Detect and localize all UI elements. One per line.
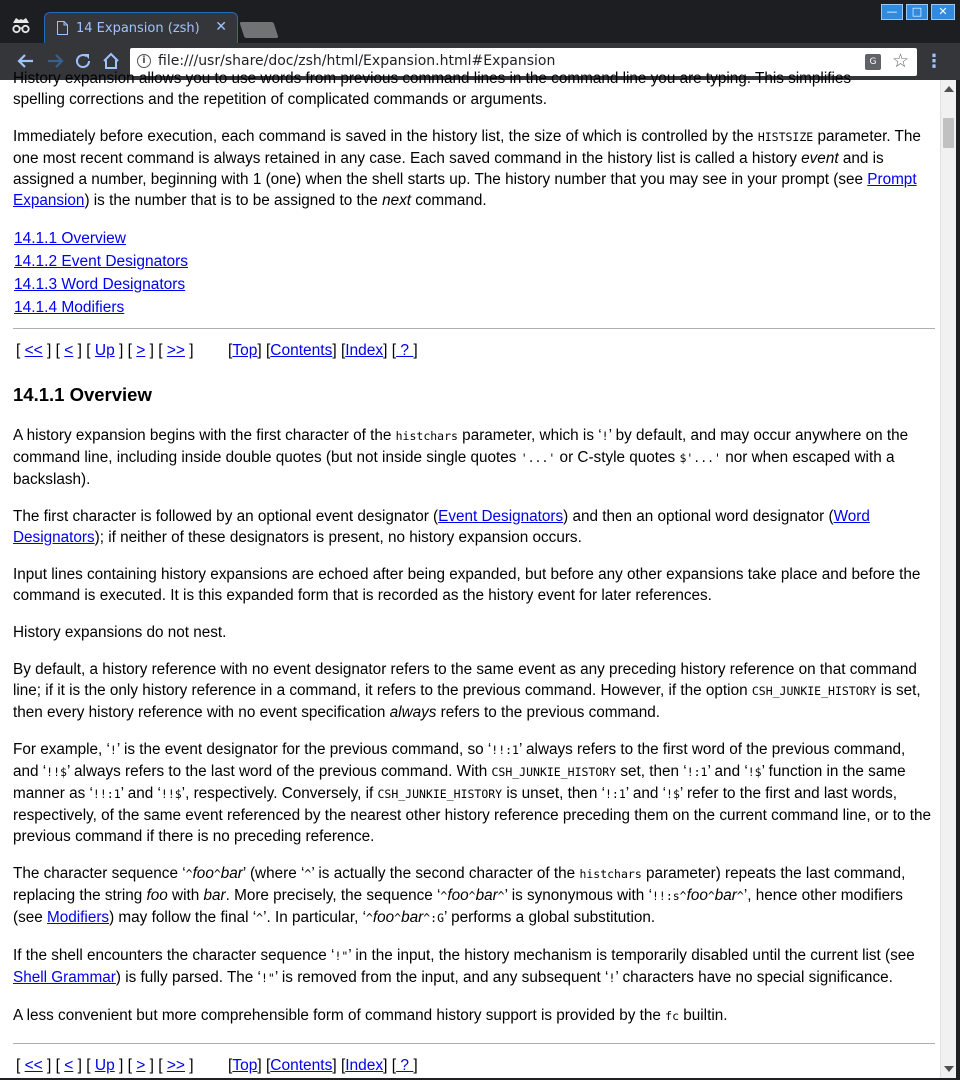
paragraph-overview-3: Input lines containing history expansions are echoed after being expanded, but before any other expansions take place and before the command is executed. It is this expanded form that is recorded as the history event for later references. xyxy=(13,566,921,604)
menu-link-overview[interactable]: 14.1.1 Overview xyxy=(14,230,126,247)
menu-link-modifiers[interactable]: 14.1.4 Modifiers xyxy=(14,299,125,316)
nav-up-bottom[interactable]: Up xyxy=(94,1057,115,1074)
divider-bottom xyxy=(13,1043,935,1044)
divider xyxy=(13,328,935,329)
nav-prev-bottom[interactable]: < xyxy=(64,1057,74,1074)
minimize-button[interactable]: — xyxy=(881,4,903,20)
paragraph-overview-4: History expansions do not nest. xyxy=(13,624,227,641)
title-bar xyxy=(0,0,960,43)
nav-first[interactable]: << xyxy=(24,342,43,359)
link-shell-grammar[interactable]: Shell Grammar xyxy=(13,969,116,986)
close-window-button[interactable]: ✕ xyxy=(931,4,955,20)
nav-last[interactable]: >> xyxy=(166,342,185,359)
nav-index-bottom[interactable]: Index xyxy=(345,1057,384,1074)
nav-about[interactable]: ? xyxy=(396,342,414,359)
scrollbar-thumb[interactable] xyxy=(943,118,954,148)
nav-top[interactable]: Top xyxy=(232,342,258,359)
section-heading: 14.1.1 Overview xyxy=(13,384,152,405)
document-content xyxy=(13,68,933,1076)
url-text[interactable]: file:///usr/share/doc/zsh/html/Expansion.html#Expansion xyxy=(158,53,556,69)
paragraph-overview-8: If the shell encounters the character sequence ‘!"’ in the input, the history mechanism is temporarily disabled until the current list (see Shell Grammar) is fully parsed. The ‘!"’ is removed from the input, and any subsequent ‘!’ characters have no special significance. xyxy=(13,947,915,986)
incognito-icon xyxy=(10,14,32,36)
link-modifiers[interactable]: Modifiers xyxy=(47,909,110,926)
paragraph-overview-1: A history expansion begins with the first character of the histchars parameter, which is ‘!’ by default, and may occur anywhere on the command line, including inside double quotes (but not inside single quotes '...' or C-style quotes $'...' nor when escaped with a backslash). xyxy=(13,427,909,488)
more-menu-icon[interactable]: ⋮ xyxy=(925,51,943,72)
nav-next-bottom[interactable]: > xyxy=(136,1057,146,1074)
nav-top-bottom[interactable]: Top xyxy=(232,1057,258,1074)
translate-icon[interactable]: G xyxy=(865,54,881,70)
nav-index[interactable]: Index xyxy=(345,342,384,359)
section-menu xyxy=(14,227,933,319)
menu-link-event-designators[interactable]: 14.1.2 Event Designators xyxy=(14,253,189,270)
nav-bar-bottom: [ << ] [ < ] [ Up ] [ > ] [ >> ] [Top] [Contents] [Index] [ ? ] xyxy=(16,1057,418,1074)
menu-link-word-designators[interactable]: 14.1.3 Word Designators xyxy=(14,276,186,293)
page-viewport xyxy=(0,70,940,1078)
new-tab-button[interactable] xyxy=(239,22,278,38)
link-prompt-expansion[interactable]: Prompt Expansion xyxy=(13,171,917,209)
tab-close-icon[interactable]: ✕ xyxy=(215,19,227,35)
nav-bar: [ << ] [ < ] [ Up ] [ > ] [ >> ] [Top] [Contents] [Index] [ ? ] xyxy=(16,342,418,359)
vertical-scrollbar[interactable] xyxy=(940,80,956,1078)
nav-first-bottom[interactable]: << xyxy=(24,1057,43,1074)
window-border xyxy=(956,80,960,1080)
scroll-up-arrow-icon[interactable] xyxy=(944,86,954,92)
paragraph-overview-6: For example, ‘!’ is the event designator for the previous command, so ‘!!:1’ always refers to the first word of the previous command, and ‘!!$’ always refers to the last word of the previous command. With CSH_JUNKIE_HISTORY set, then ‘!:1’ and ‘!$’ function in the same manner as ‘!!:1’ and ‘!!$’, respectively. Conversely, if CSH_JUNKIE_HISTORY is unset, then ‘!:1’ and ‘!$’ refer to the first and last words, respectively, of the same event referenced by the nearest other history reference preceding them on the current command line, or to the previous command if there is no preceding reference. xyxy=(13,741,932,845)
paragraph-overview-5: By default, a history reference with no event designator refers to the same event as any preceding history reference on that command line; if it is the only history reference in a command, it refers to the previous command. However, if the option CSH_JUNKIE_HISTORY is set, then every history reference with no event specification always refers to the previous command. xyxy=(13,661,921,721)
paragraph-intro: History expansion allows you to use words from previous command lines in the command line you are typing. This simplifies spelling corrections and the repetition of complicated commands or arguments. xyxy=(13,70,852,108)
nav-contents-bottom[interactable]: Contents xyxy=(270,1057,333,1074)
paragraph-overview-2: The first character is followed by an optional event designator (Event Designators) and then an optional word designator (Word Designators); if neither of these designators is present, no history expansion occurs. xyxy=(13,508,870,546)
tab-active[interactable] xyxy=(44,12,238,43)
paragraph-overview-7: The character sequence ‘^foo^bar’ (where ‘^’ is actually the second character of the histchars parameter) repeats the last command, replacing the string foo with bar. More precisely, the sequence ‘^foo^bar^’ is synonymous with ‘!!:s^foo^bar^’, hence other modifiers (see Modifiers) may follow the final ‘^’. In particular, ‘^foo^bar^:G’ performs a global substitution. xyxy=(13,865,906,926)
nav-next[interactable]: > xyxy=(136,342,146,359)
nav-prev[interactable]: < xyxy=(64,342,74,359)
bookmark-star-icon[interactable]: ☆ xyxy=(891,50,909,72)
paragraph-overview-9: A less convenient but more comprehensible form of command history support is provided by the fc builtin. xyxy=(13,1007,728,1024)
link-word-designators[interactable]: Word Designators xyxy=(13,508,870,546)
scroll-down-arrow-icon[interactable] xyxy=(944,1066,954,1072)
paragraph-history-list: Immediately before execution, each command is saved in the history list, the size of which is controlled by the HISTSIZE parameter. The one most recent command is always retained in any case. Each saved command in the history list is called a history event and is assigned a number, beginning with 1 (one) when the shell starts up. The history number that you may see in your prompt (see Prompt Expansion) is the number that is to be assigned to the next command. xyxy=(13,128,921,209)
nav-up[interactable]: Up xyxy=(94,342,115,359)
link-event-designators[interactable]: Event Designators xyxy=(438,508,564,525)
info-icon[interactable]: i xyxy=(137,54,151,68)
nav-about-bottom[interactable]: ? xyxy=(396,1057,414,1074)
document-icon xyxy=(57,21,68,35)
tab-title: 14 Expansion (zsh) xyxy=(76,21,200,36)
maximize-button[interactable]: □ xyxy=(906,4,928,20)
nav-contents[interactable]: Contents xyxy=(270,342,333,359)
nav-last-bottom[interactable]: >> xyxy=(166,1057,185,1074)
